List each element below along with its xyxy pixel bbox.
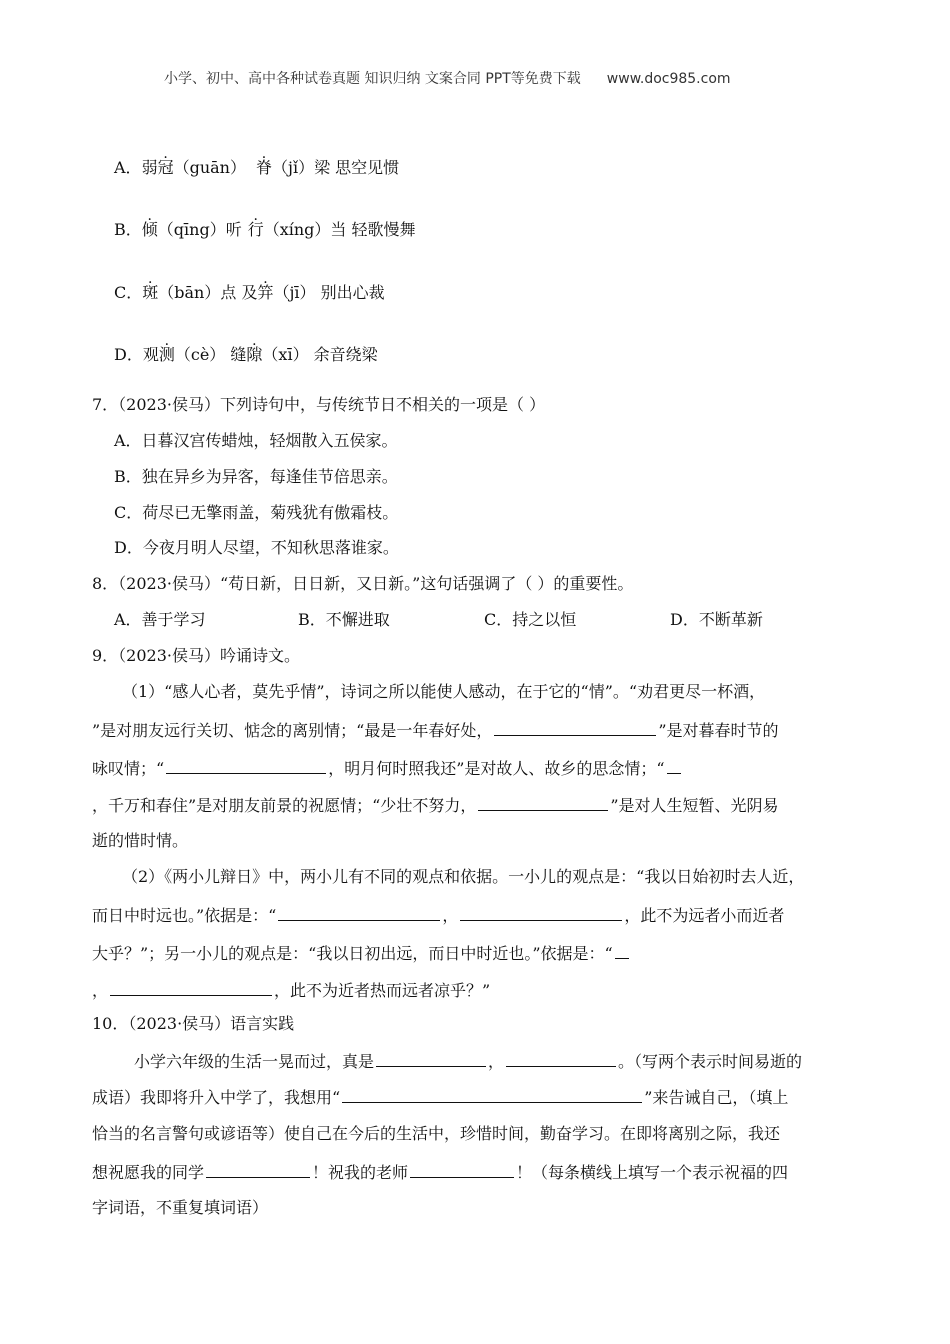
answer-blank[interactable] (278, 906, 440, 921)
q8-option-c: C．持之以恒 (484, 610, 577, 629)
q7-option-c: C．荷尽已无擎雨盖，菊残犹有傲霜枝。 (114, 503, 399, 522)
q6-option-c: C．斑（bān）点 及笄（jī） 别出心裁 (114, 283, 385, 302)
q9-stem: 9．（2023·侯马）吟诵诗文。 (92, 646, 300, 665)
q9-part1-line1: （1）“感人心者，莫先乎情”，诗词之所以能使人感动，在于它的“情”。“劝君更尽一杯酒， (122, 682, 766, 701)
emphasis-dot-char: 行 (247, 220, 264, 239)
emphasis-dot-char: 倾 (141, 220, 158, 239)
header-text: 小学、初中、高中各种试卷真题 知识归纳 文案合同 PPT等免费下载 (164, 71, 581, 87)
q8-option-b: B．不懈进取 (298, 610, 390, 629)
q8-option-d: D．不断革新 (670, 610, 763, 629)
emphasis-dot-char: 斑 (142, 283, 159, 302)
q8-stem: 8．（2023·侯马）“苟日新，日日新，又日新。”这句话强调了（ ）的重要性。 (92, 574, 634, 593)
header-site: www.doc985.com (606, 71, 731, 87)
q9-part2-line2: 而日中时远也。”依据是：“ ， ，此不为远者小而近者 (92, 906, 785, 925)
page-header (164, 72, 731, 86)
answer-blank[interactable] (110, 981, 272, 996)
answer-blank[interactable] (376, 1052, 486, 1067)
q8-option-a: A．善于学习 (114, 610, 206, 629)
answer-blank[interactable] (615, 944, 629, 959)
answer-blank[interactable] (410, 1163, 514, 1178)
q7-option-d: D．今夜月明人尽望，不知秋思落谁家。 (114, 538, 399, 557)
q9-part1-line2: ”是对朋友远行关切、惦念的离别情；“最是一年春好处， ”是对暮春时节的 (92, 721, 779, 740)
emphasis-dot-char: 隙 (246, 345, 263, 364)
q7-option-b: B．独在异乡为异客，每逢佳节倍思亲。 (114, 467, 398, 486)
answer-blank[interactable] (494, 721, 656, 736)
emphasis-dot-char: 脊 (256, 158, 273, 177)
q10-stem: 10．（2023·侯马）语言实践 (92, 1014, 295, 1033)
answer-blank[interactable] (342, 1088, 642, 1103)
q9-part2-line4: ， ，此不为近者热而远者凉乎？” (92, 981, 491, 1000)
q9-part1-line3: 咏叹情；“ ，明月何时照我还”是对故人、故乡的思念情；“ (92, 759, 683, 777)
emphasis-dot-char: 笄 (257, 283, 274, 302)
answer-blank[interactable] (667, 759, 681, 774)
q6-option-d: D．观测（cè） 缝隙（xī） 余音绕梁 (114, 345, 378, 364)
q9-part2-line1: （2）《两小儿辩日》中，两小儿有不同的观点和依据。一小儿的观点是：“我以日始初时去人近， (122, 867, 805, 886)
answer-blank[interactable] (460, 906, 622, 921)
q9-part1-line5: 逝的惜时情。 (92, 831, 189, 850)
q6-option-b: B．倾（qīng）听 行（xíng）当 轻歌慢舞 (114, 220, 416, 239)
q9-part2-line3: 大乎？”；另一小儿的观点是：“我以日初出远，而日中时近也。”依据是：“ (92, 944, 631, 962)
q10-line1: 小学六年级的生活一晃而过，真是 ， 。（写两个表示时间易逝的 (134, 1052, 803, 1071)
q10-line2: 成语）我即将升入中学了，我想用“ ”来告诫自己，（填上 (92, 1088, 789, 1107)
emphasis-dot-char: 测 (158, 345, 175, 364)
q7-option-a: A．日暮汉宫传蜡烛，轻烟散入五侯家。 (114, 431, 398, 450)
q7-stem: 7．（2023·侯马）下列诗句中，与传统节日不相关的一项是（ ） (92, 395, 546, 414)
q10-line5: 字词语，不重复填词语） (92, 1198, 269, 1217)
q9-part1-line4: ，千万和春住”是对朋友前景的祝愿情；“少壮不努力， ”是对人生短暂、光阴易 (92, 796, 779, 815)
q10-line4: 想祝愿我的同学 ！祝我的老师 ！（每条横线上填写一个表示祝福的四 (92, 1163, 789, 1182)
answer-blank[interactable] (506, 1052, 616, 1067)
answer-blank[interactable] (166, 759, 326, 774)
answer-blank[interactable] (478, 796, 608, 811)
answer-blank[interactable] (206, 1163, 310, 1178)
emphasis-dot-char: 冠 (157, 158, 174, 177)
q10-line3: 恰当的名言警句或谚语等）使自己在今后的生活中，珍惜时间，勤奋学习。在即将离别之际，我还 (92, 1124, 781, 1143)
q6-option-a: A．弱冠（guān） 脊（jǐ）梁 思空见惯 (114, 158, 400, 177)
